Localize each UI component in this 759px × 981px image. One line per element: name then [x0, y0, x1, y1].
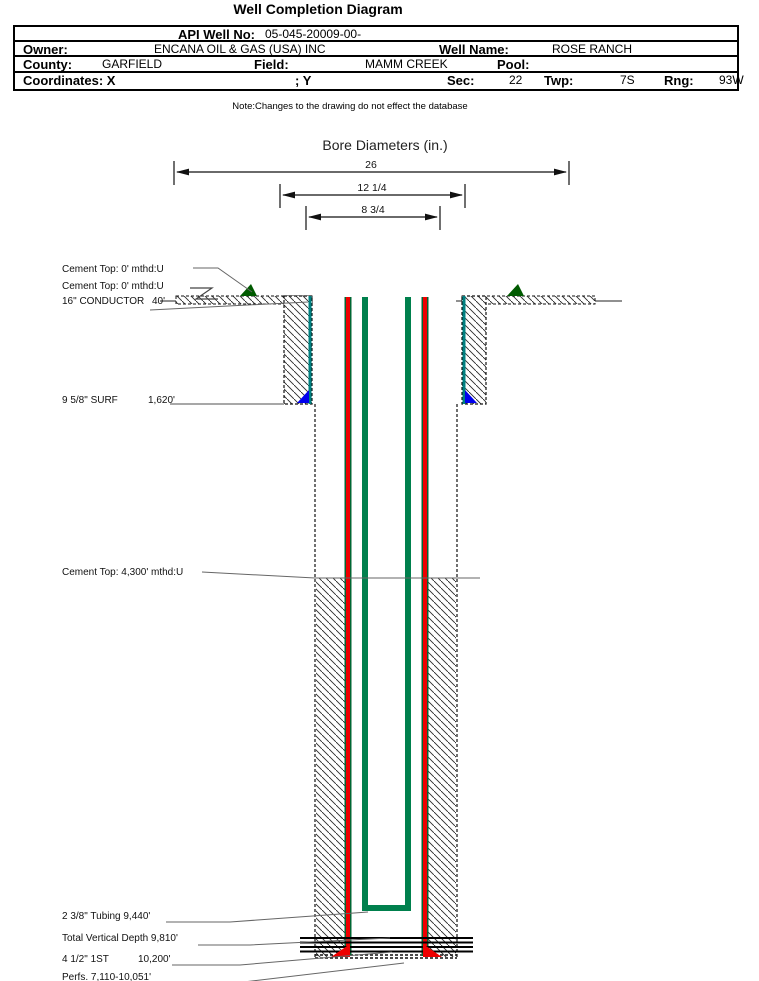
right-arrowhead-icon: [554, 169, 567, 176]
sec-value: 22: [509, 73, 523, 87]
right-arrowhead-icon: [450, 192, 463, 199]
api-label: API Well No:: [177, 27, 255, 42]
production-cement-left: [316, 578, 345, 957]
rng-value: 93W: [719, 73, 744, 87]
surface-casing-depth-label: 1,620': [148, 395, 175, 406]
perfs-label: Perfs. 7,110-10,051': [62, 972, 152, 981]
leader-cement-top-4300: [202, 572, 480, 578]
well-name-value: ROSE RANCH: [552, 42, 633, 56]
twp-label: Twp:: [544, 73, 574, 88]
field-value: MAMM CREEK: [365, 57, 448, 71]
tubing-string: [365, 297, 408, 908]
dim-26-label: 26: [365, 159, 377, 171]
coordinates-y-label: ; Y: [295, 73, 312, 88]
coordinates-label: Coordinates: X: [23, 73, 116, 88]
county-value: GARFIELD: [102, 57, 163, 71]
api-value: 05-045-20009-00-: [265, 27, 362, 41]
twp-value: 7S: [620, 73, 635, 87]
cement-top-2-label: Cement Top: 0' mthd:U: [62, 281, 164, 292]
surface-cement-column-right: [462, 296, 486, 404]
dim-12-label: 12 1/4: [357, 182, 387, 194]
right-arrowhead-icon: [425, 214, 438, 221]
well-name-label: Well Name:: [439, 42, 509, 57]
cement-top-4300-label: Cement Top: 4,300' mthd:U: [62, 567, 184, 578]
county-label: County:: [23, 57, 73, 72]
leader-production-casing: [172, 952, 392, 965]
left-arrowhead-icon: [176, 169, 189, 176]
leader-perfs: [176, 963, 404, 981]
dim-8-label: 8 3/4: [361, 204, 385, 216]
surface-casing-label: 9 5/8" SURF: [62, 395, 118, 406]
owner-value: ENCANA OIL & GAS (USA) INC: [154, 42, 326, 56]
production-cement-right: [428, 578, 456, 957]
owner-label: Owner:: [23, 42, 68, 57]
conductor-label: 16" CONDUCTOR: [62, 296, 145, 307]
left-arrowhead-icon: [282, 192, 295, 199]
bore-diameters-title: Bore Diameters (in.): [322, 137, 448, 153]
surface-cement-column-left: [284, 296, 312, 404]
cement-top-1-label: Cement Top: 0' mthd:U: [62, 264, 164, 275]
database-note: Note:Changes to the drawing do not effect the database: [232, 101, 468, 112]
page-title: Well Completion Diagram: [233, 1, 403, 17]
conductor-depth-label: 40': [152, 296, 166, 307]
tubing-label: 2 3/8" Tubing 9,440': [62, 911, 151, 922]
left-arrowhead-icon: [308, 214, 321, 221]
pool-label: Pool:: [497, 57, 530, 72]
production-casing-depth-label: 10,200': [138, 954, 171, 965]
rng-label: Rng:: [664, 73, 694, 88]
cement-top-marker-right-icon: [507, 284, 524, 296]
sec-label: Sec:: [447, 73, 475, 88]
field-label: Field:: [254, 57, 289, 72]
production-casing-label: 4 1/2" 1ST: [62, 954, 109, 965]
tvd-label: Total Vertical Depth 9,810': [62, 933, 178, 944]
